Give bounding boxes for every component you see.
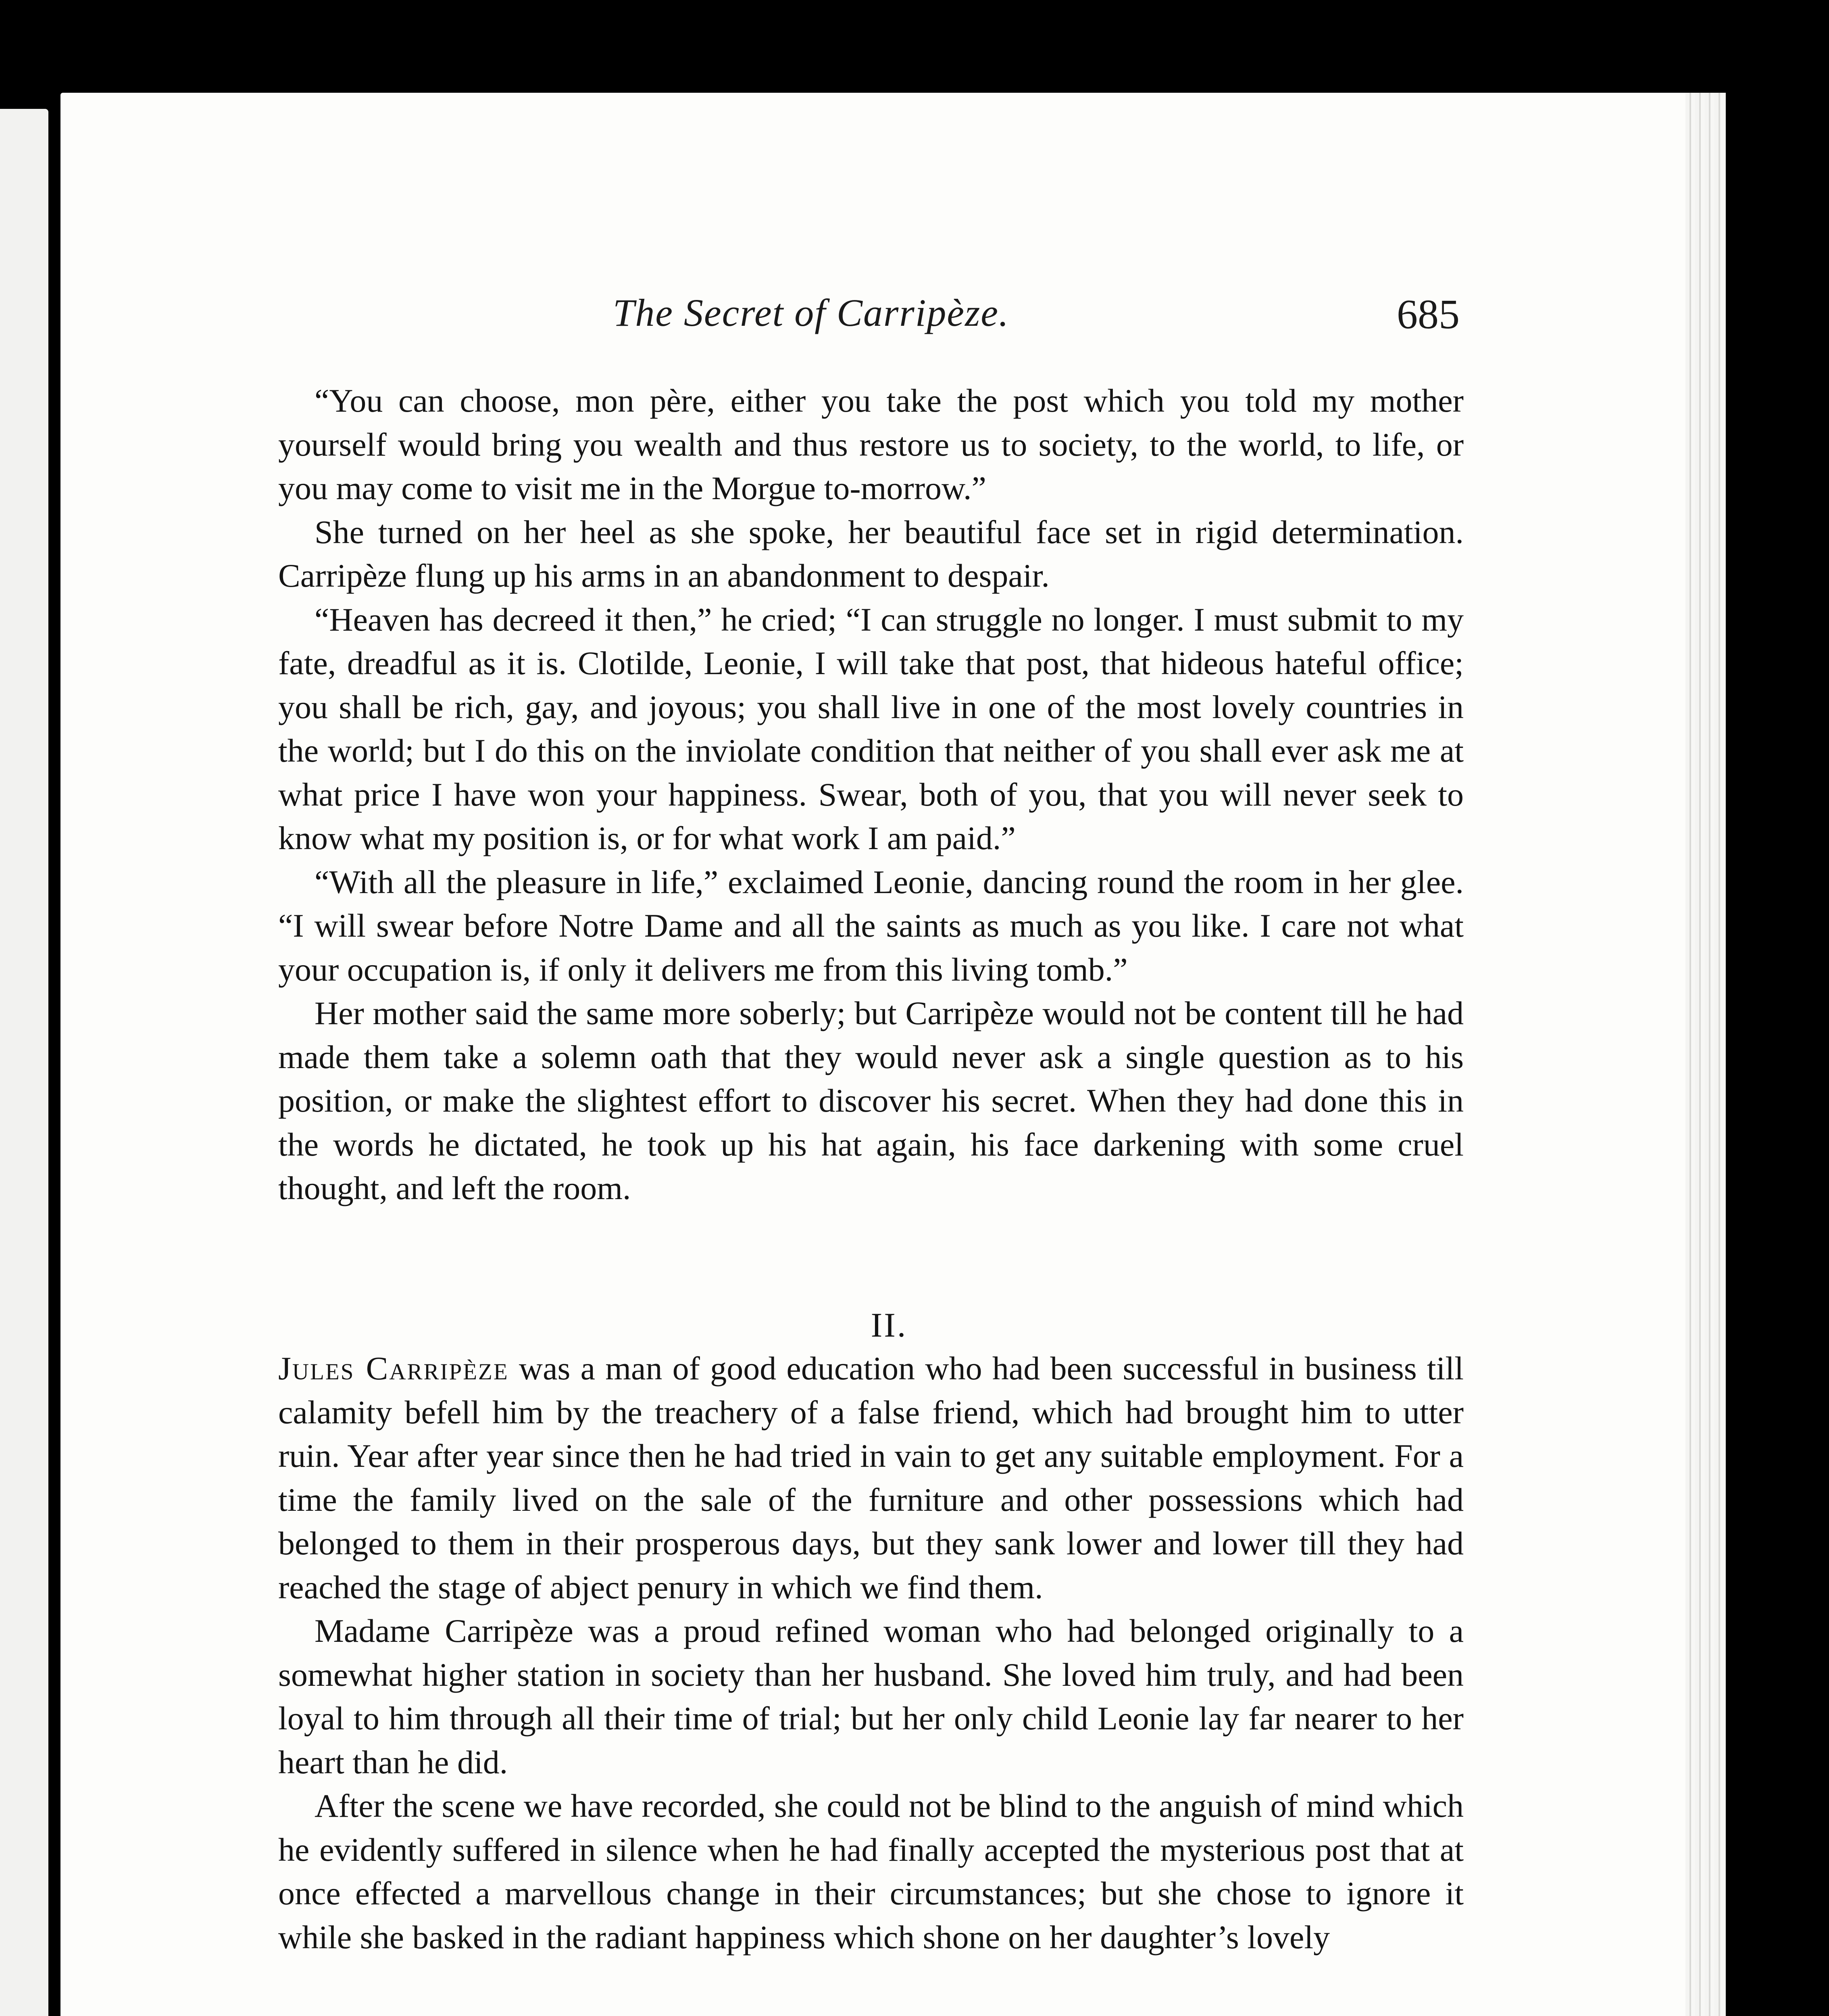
paragraph-6 [278, 1347, 1464, 1609]
running-title: The Secret of Carripèze. [613, 291, 1009, 334]
paragraph-6-text: was a man of good education who had been successful in business till calamity befell him by the treachery of a false friend, which had brought him to utter ruin. Year after year since then he had tried in vain to get any suitable employment. For a time the family lived on the sale of the furniture and other possessions which had belonged to them in their prosperous days, but they sank lower and lower till they had reached the stage of abject penury in which we find them. [278, 1350, 1464, 1606]
page-stack-edge [1685, 93, 1726, 2016]
paragraph-7: Madame Carripèze was a proud refined woman who had belonged originally to a somewhat higher station in society than her husband. She loved him truly, and had been loyal to him through all their time of trial; but her only child Leonie lay far nearer to her heart than he did. [278, 1612, 1464, 1781]
paragraph-6-lead: Jules Carripèze [278, 1350, 509, 1387]
page-number: 685 [1397, 291, 1460, 337]
page-header [282, 290, 1460, 347]
paragraph-1: “You can choose, mon père, either you take the post which you told my mother yourself would bring you wealth and thus restore us to society, to the world, to life, or you may come to visit me in the Morgue to-morrow.” [278, 382, 1464, 506]
paragraph-3: “Heaven has decreed it then,” he cried; “I can struggle no longer. I must submit to my fate, dreadful as it is. Clotilde, Leonie, I will take that post, that hideous hateful office; you shall be rich, gay, and joyous; you shall live in one of the most lovely countries in the world; but I do this on the inviolate condition that neither of you shall ever ask me at what price I have won your happiness. Swear, both of you, that you will never seek to know what my position is, or for what work I am paid.” [278, 601, 1464, 856]
section-spacer [278, 1210, 1464, 1303]
paragraph-5: Her mother said the same more soberly; but Carripèze would not be content till he had made them take a solemn oath that they would never ask a single question as to his position, or make the slightest effort to discover his secret. When they had done this in the words he dictated, he took up his hat again, his face darkening with some cruel thought, and left the room. [278, 995, 1464, 1206]
previous-page-edge [0, 109, 48, 2016]
paragraph-2: She turned on her heel as she spoke, her beautiful face set in rigid determination. Carripèze flung up his arms in an abandonment to despair. [278, 513, 1464, 594]
paragraph-4: “With all the pleasure in life,” exclaimed Leonie, dancing round the room in her glee. “I will swear before Notre Dame and all the saints as much as you like. I care not what your occupation is, if only it delivers me from this living tomb.” [278, 863, 1464, 988]
section-heading: II. [871, 1305, 908, 1344]
page-body [278, 379, 1464, 1959]
paragraph-8: After the scene we have recorded, she could not be blind to the anguish of mind which he evidently suffered in silence when he had finally accepted the mysterious post that at once effected a marvellous change in their circumstances; but she chose to ignore it while she basked in the radiant happiness which shone on her daughter’s lovely [278, 1787, 1464, 1956]
